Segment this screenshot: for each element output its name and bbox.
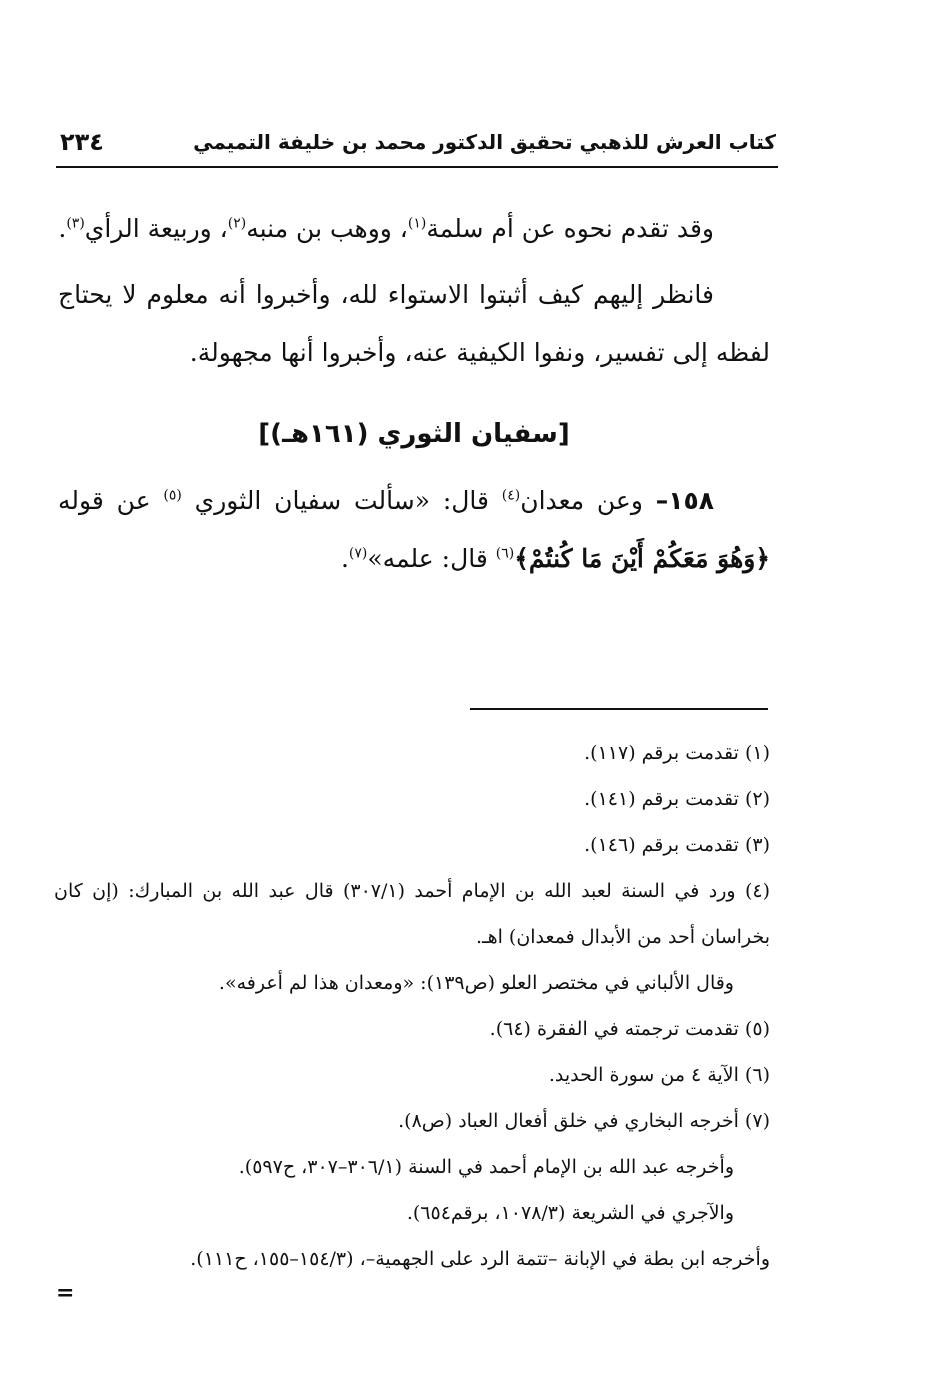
quran-verse: ﴿وَهُوَ مَعَكُمْ أَيْنَ مَا كُنتُمْ﴾ — [514, 544, 770, 573]
item-158 — [58, 472, 770, 588]
paragraph-1 — [58, 200, 770, 258]
continuation-mark: = — [56, 1280, 75, 1306]
main-text — [58, 200, 770, 588]
footnote-4-continuation: وقال الألباني في مختصر العلو (ص١٣٩): «ومعدان هذا لم أعرفه». — [218, 972, 734, 994]
text-span: وقد تقدم نحوه عن أم سلمة — [426, 214, 714, 243]
footnote-4: (٤) ورد في السنة لعبد الله بن الإمام أحمد (٣٠٧/١) قال عبد الله بن المبارك: (إن كان بخراسان أحد من الأبدال فمعدان) اهـ. — [54, 880, 770, 948]
footnote-separator — [470, 708, 768, 710]
footnote-7-continuation-3: وأخرجه ابن بطة في الإبانة –تتمة الرد على الجهمية–، (١٥٤/٣–١٥٥، ح١١١). — [190, 1248, 770, 1270]
book-title: كتاب العرش للذهبي تحقيق الدكتور محمد بن خليفة التميمي — [193, 130, 776, 154]
footnote-7-continuation-2: والآجري في الشريعة (١٠٧٨/٣، برقم٦٥٤). — [406, 1202, 734, 1224]
running-header — [60, 128, 776, 164]
footnote-7-continuation-1: وأخرجه عبد الله بن الإمام أحمد في السنة (٣٠٦/١–٣٠٧، ح٥٩٧). — [238, 1156, 734, 1178]
footnote-ref-4[interactable]: (٤) — [501, 487, 521, 504]
text-span: . — [58, 214, 67, 243]
footnotes — [54, 730, 770, 1282]
page-number: ٢٣٤ — [60, 128, 104, 156]
section-heading: [سفيان الثوري (١٦١هـ)] — [258, 419, 570, 449]
footnote-ref-1[interactable]: (١) — [407, 215, 427, 232]
text-span: ، وربيعة الرأي — [84, 214, 228, 243]
text-span: قال: «سألت سفيان الثوري — [181, 486, 502, 515]
footnote-ref-5[interactable]: (٥) — [163, 487, 182, 504]
footnote-7: (٧) أخرجه البخاري في خلق أفعال العباد (ص٨). — [398, 1110, 770, 1132]
footnote-5: (٥) تقدمت ترجمته في الفقرة (٦٤). — [489, 1018, 770, 1040]
text-span: قال: علمه» — [367, 544, 496, 573]
footnote-ref-6[interactable]: (٦) — [495, 545, 515, 562]
footnote-ref-7[interactable]: (٧) — [348, 545, 368, 562]
header-rule — [56, 166, 778, 168]
footnote-ref-2[interactable]: (٢) — [227, 215, 247, 232]
footnote-3: (٣) تقدمت برقم (١٤٦). — [584, 834, 770, 856]
footnote-2: (٢) تقدمت برقم (١٤١). — [584, 788, 770, 810]
text-span: ، ووهب بن منبه — [246, 214, 408, 243]
text-span: عن قوله — [58, 486, 164, 515]
text-span: . — [340, 544, 349, 573]
paragraph-2: فانظر إليهم كيف أثبتوا الاستواء لله، وأخبروا أنه معلوم لا يحتاج لفظه إلى تفسير، ونفوا الكيفية عنه، وأخبروا أنها مجهولة. — [58, 280, 770, 367]
text-span: وعن معدان — [520, 486, 656, 515]
footnote-6: (٦) الآية ٤ من سورة الحديد. — [548, 1064, 770, 1086]
footnote-1: (١) تقدمت برقم (١١٧). — [584, 742, 770, 764]
item-number: ١٥٨– — [655, 486, 714, 515]
footnote-ref-3[interactable]: (٣) — [66, 215, 85, 232]
